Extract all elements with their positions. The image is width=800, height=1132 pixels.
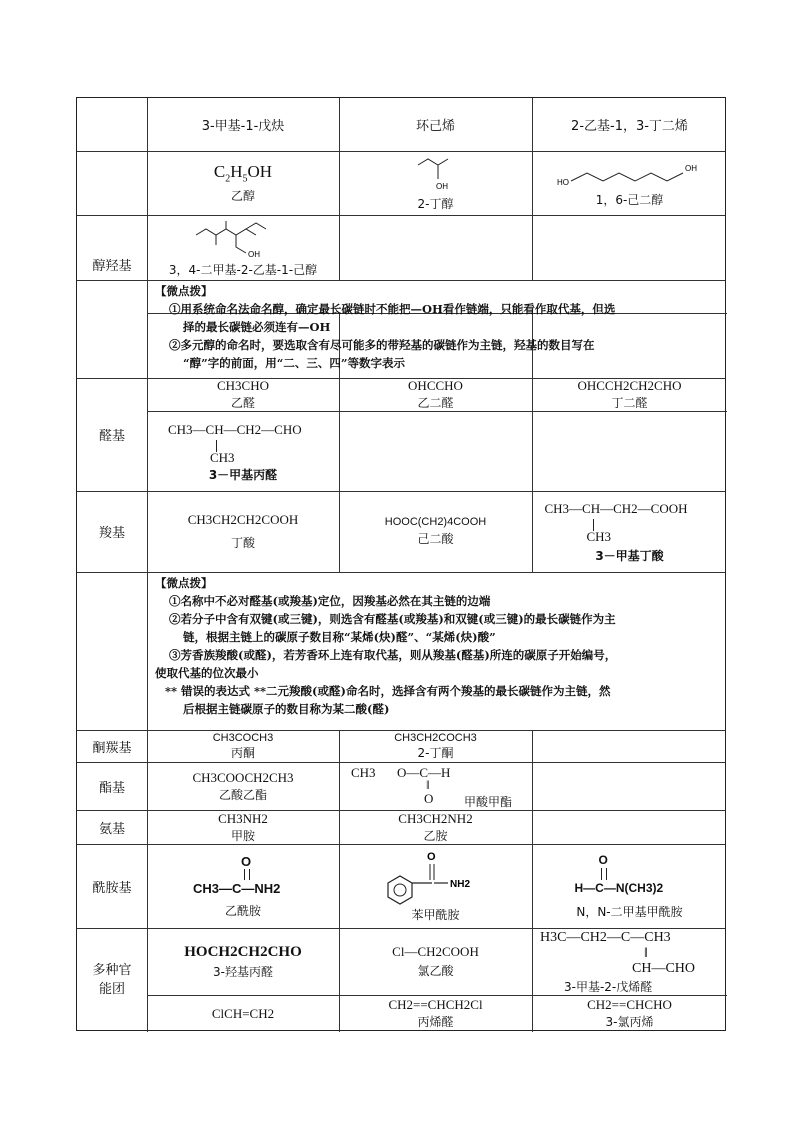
cell-methylpropanal [147,411,339,491]
butanoic-acid-name: 丁酸 [230,536,255,550]
category-ester: 酯基 [98,780,125,796]
category-alcohol: 醇羟基 [92,259,132,274]
carboxyl-tip-line: 链，根据主链上的碳原子数目称“某烯(炔)醛”、“某烯(炔)酸” [183,630,496,644]
allyl-chloride-formula: CH2==CHCH2Cl [388,997,483,1012]
alcohol-tip-line: “醇”字的前面，用“二、三、四”等数字表示 [183,356,405,370]
methylpropanal-structure [168,420,318,466]
cell-butanone [339,730,532,762]
acetamide-name: 乙酰胺 [224,903,261,918]
dimethyl-ethyl-hexanol-name: 3，4-二甲基-2-乙基-1-己醇 [168,263,318,277]
methylpentenal-chain: H3C—CH2—C—CH3 [540,930,671,945]
ethanol-name: 乙醇 [230,188,255,203]
hexanol-oh-label: OH [248,250,260,259]
benzamide-carbonyl-o: O [426,850,436,863]
dmf-name: N，N-二甲基甲酰胺 [576,904,683,919]
ethanol-formula: $C_2H_5OH$ [213,162,273,185]
cell-ethanol [147,151,339,215]
methylamine-formula: CH3NH2 [218,810,268,826]
methylpentenal-branch: CH—CHO [632,961,696,976]
dimethyl-ethyl-hexanol-structure [188,217,298,261]
cell-acrolein [532,995,727,1032]
2-butanol-oh-label: OH [435,181,448,191]
2-butanol-structure [406,155,466,193]
cell-butanoic-acid [147,491,339,572]
alcohol-tip-line: ②多元醇的命名时，要选取含有尽可能多的带羟基的碳链作为主链，羟基的数目写在 [169,338,595,352]
benzamide-nh2: NH2 [449,878,470,890]
benzamide-structure [376,850,496,906]
acetamide-carbonyl-o: O [241,853,252,869]
cell-acetone [147,730,339,762]
category-amide: 酰胺基 [92,880,132,896]
category-amine: 氨基 [98,821,125,837]
cell-methylbutanoic-acid [532,491,727,572]
ethylamine-formula: CH3CH2NH2 [398,810,473,826]
cell-methylamine [147,810,339,844]
header-col3: 2-乙基-1，3-丁二烯 [571,119,688,134]
methylbutanoic-acid-name: 3－甲基丁酸 [595,549,664,563]
acrolein-name: 3-氯丙烯 [605,1015,654,1029]
methylbutanoic-acid-structure [545,499,715,547]
alcohol-tips [155,282,615,372]
cell-methylpentenal [532,928,727,995]
dmf-carbonyl-o: O [598,852,608,867]
cell-glyoxal [339,378,532,411]
methylpropanal-name: 3－甲基丙醛 [208,467,278,482]
category-carboxyl: 羧基 [98,526,125,541]
cell-benzamide [339,844,532,928]
hexanediol-ho-label: HO [556,177,569,187]
alcohol-tip-line: 【微点拨】 [155,284,213,298]
cell-allyl-chloride [339,995,532,1032]
methylpropanal-chain: CH3—CH—CH2—CHO [168,421,302,437]
chloroacetic-acid-formula: Cl—CH2COOH [392,944,479,959]
category-aldehyde: 醛基 [98,429,125,444]
methyl-formate-chain: O—C—H [397,765,451,780]
glyoxal-formula: OHCCHO [408,378,463,393]
methylpropanal-branch: CH3 [210,449,235,465]
category-ketone: 酮羰基 [92,740,132,756]
acetaldehyde-formula: CH3CHO [216,378,269,393]
methyl-formate-name: 甲酸甲酯 [464,795,513,809]
allyl-chloride-name: 丙烯醛 [417,1015,454,1029]
cell-dmf [532,844,727,928]
methyl-formate-carbonyl-o: O [424,791,434,806]
adipic-acid-formula: HOOC(CH2)4COOH [384,516,487,528]
cell-vinyl-chloride [147,995,339,1032]
acetaldehyde-name: 乙醛 [230,396,255,410]
hexanediol-name: 1，6-己二醇 [595,192,664,207]
cell-acetamide [147,844,339,928]
methylbutanoic-acid-branch: CH3 [586,529,612,544]
alcohol-tip-line: ①用系统命名法命名醇，确定最长碳链时不能把—OH看作链端，只能看作取代基，但选 [169,302,616,316]
cell-ethyl-acetate [147,762,339,810]
acrolein-formula: CH2==CHCHO [587,997,672,1012]
cell-ethylamine [339,810,532,844]
cell-hydroxypropanal [147,928,339,995]
acetone-formula: CH3COCH3 [212,731,274,744]
ethyl-acetate-name: 乙酸乙酯 [218,787,267,802]
carboxyl-tip-line: 【微点拨】 [155,576,213,590]
methyl-formate-double-bond: ‖ [426,777,430,792]
2-butanol-name: 2-丁醇 [417,196,454,211]
category-multi-line1: 多种官 [92,963,132,978]
adipic-acid-name: 己二酸 [417,532,454,546]
carboxyl-tips [155,574,616,718]
category-multi [77,928,147,1032]
methylamine-name: 甲胺 [230,828,255,843]
category-multi-line2: 能团 [98,982,125,997]
naming-table [76,97,726,1031]
succinaldehyde-name: 丁二醛 [611,396,648,410]
cell-succinaldehyde [532,378,727,411]
benzamide-name: 苯甲酰胺 [411,907,460,922]
cell-dimethyl-ethyl-hexanol [147,215,339,280]
hydroxypropanal-name: 3-羟基丙醛 [213,964,273,979]
dmf-chain: H—C—N(CH3)2 [574,880,664,895]
succinaldehyde-formula: OHCCH2CH2CHO [577,378,682,393]
carboxyl-tip-line: ①名称中不必对醛基(或羧基)定位，因羧基必然在其主链的边端 [169,594,491,608]
hexanediol-structure [555,159,705,189]
cell-2-butanol [339,151,532,215]
butanone-formula: CH3CH2COCH3 [394,731,477,744]
methylbutanoic-acid-chain: CH3—CH—CH2—COOH [544,501,688,516]
dmf-structure [575,853,685,901]
carboxyl-tip-line: ③芳香族羧酸(或醛)，若芳香环上连有取代基，则从羧基(醛基)所连的碳原子开始编号， [169,648,617,662]
vinyl-chloride-formula: ClCH=CH2 [211,1005,275,1021]
cell-hexanediol [532,151,727,215]
hydroxypropanal-formula: HOCH2CH2CHO [184,943,302,960]
methylpentenal-name: 3-甲基-2-戊烯醛 [564,980,653,994]
cell-chloroacetic-acid [339,928,532,995]
carboxyl-tip-line: ②若分子中含有双键(或三键)，则选含有醛基(或羧基)和双键(或三键)的最长碳链作为主 [169,612,616,626]
cell-methyl-formate [339,762,532,810]
acetamide-structure [193,854,293,900]
methylpentenal-double-bond: ‖ [644,946,648,961]
carboxyl-tip-line: 后根据主链碳原子的数目称为某二酸(醛) [183,702,390,716]
butanone-name: 2-丁酮 [417,745,454,760]
acetamide-chain: CH3—C—NH2 [193,880,281,896]
glyoxal-name: 乙二醛 [417,396,454,410]
ethylamine-name: 乙胺 [423,828,448,843]
header-col2: 环己烯 [415,119,455,134]
carboxyl-tip-line: ** 错误的表达式 **二元羧酸(或醛)命名时，选择含有两个羧基的最长碳链作为主链，然 [165,684,611,698]
carboxyl-tip-line: 使取代基的位次最小 [155,666,259,680]
butanoic-acid-formula: CH3CH2CH2COOH [187,512,299,527]
alcohol-tip-line: 择的最长碳链必须连有—OH [183,320,331,334]
acetone-name: 丙酮 [230,745,255,760]
header-col1: 3-甲基-1-戊炔 [201,119,285,134]
chloroacetic-acid-name: 氯乙酸 [417,964,454,978]
cell-acetaldehyde [147,378,339,411]
cell-adipic-acid [339,491,532,572]
hexanediol-oh-label: OH [684,163,697,173]
ethyl-acetate-formula: CH3COOCH2CH3 [192,769,294,785]
methyl-formate-ch3: CH3 [351,765,376,780]
